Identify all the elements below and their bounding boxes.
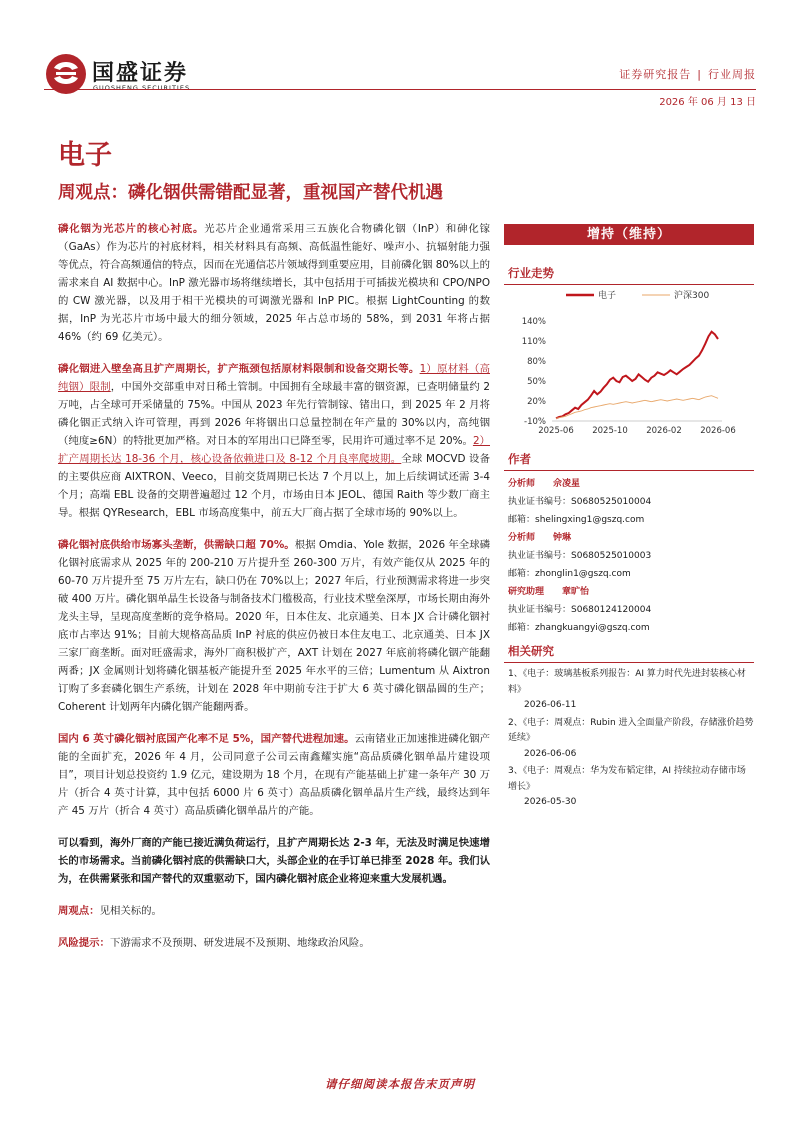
- cert-label: 执业证书编号：: [508, 497, 572, 507]
- paragraph-barriers: [58, 360, 490, 522]
- authors-title: 作者: [504, 451, 754, 471]
- rating-badge: 增持（维持）: [504, 224, 754, 245]
- report-tag-kind: 证券研究报告: [619, 68, 692, 81]
- related-item-title[interactable]: 2、《电子：周观点：Rubin 进入全面量产阶段，存储涨价趋势延续》: [508, 717, 754, 743]
- report-tag-type: 行业周报: [708, 68, 756, 81]
- report-body: [58, 220, 490, 966]
- mail-label: 邮箱：: [508, 515, 536, 525]
- y-tick-label: 80%: [527, 357, 546, 367]
- paragraph-text: 光芯片企业通常采用三五族化合物磷化铟（InP）和砷化镓（GaAs）作为芯片的衬底材料，相关材料具有高频、高低温性能好、噪声小、抗辐射能力强等优点，符合高频通信的特点，因而在光通信芯片领域得到重要应用，目前磷化铟 80%以上的需求来自 AI 数据中心。InP 激光器市场将继续增长，其中包括用于可插拔光模块和 CPO/NPO 的 CW 激光器，以及用于相干光模块的可调激光器和 InP PIC。根据 LightCounting 的数据，InP 为光芯片市场中最大的细分领域，2025 年占总市场的 58%，到 2031 年将占据 46%（约 69 亿美元）。: [58, 223, 491, 343]
- related-item-title[interactable]: 1、《电子：玻璃基板系列报告：AI 算力时代先进封装核心材料》: [508, 669, 746, 695]
- related-item-date: 2026-06-06: [524, 748, 577, 759]
- y-tick-label: -10%: [524, 417, 546, 427]
- weekly-view: [58, 902, 490, 920]
- paragraph-substrate: [58, 220, 490, 346]
- paragraph-lead: 磷化铟进入壁垒高且扩产周期长，扩产瓶颈包括原材料限制和设备交期长等。: [58, 363, 420, 375]
- risk-text: 下游需求不及预期、研发进展不及预期、地缘政治风险。: [109, 937, 370, 949]
- weekly-view-text: 见相关标的。: [99, 905, 162, 917]
- mail-label: 邮箱：: [508, 623, 536, 633]
- x-tick-label: 2026-02: [646, 426, 682, 436]
- trend-title: 行业走势: [504, 265, 754, 285]
- paragraph-lead: 国内 6 英寸磷化铟衬底国产化率不足 5%，国产替代进程加速。: [58, 733, 355, 745]
- risk-label: 风险提示：: [58, 937, 110, 949]
- paragraph-text: 云南锗业正加速推进磷化铟产能的全面扩充，2026 年 4 月，公司同意子公司云南鑫耀实施“高品质磷化铟单晶片建设项目”，项目计划总投资约 1.9 亿元，建设期为 18 个月，在现有产能基础上扩建一条年产 30 万片（折合 4 英寸计算，其中包括 6000 片 6 英寸）高品质磷化铟单晶片生产线，最终达到年产 45 万片（折合 4 英寸）高品质磷化铟单晶片的产能。: [58, 733, 490, 817]
- paragraph-text: 全球 MOCVD 设备的主要供应商 AIXTRON、Veeco，目前交货周期已长达 7 个月以上，加上后续调试还需 3-4 个月；高端 EBL 设备的交期普遍超过 12 个月，市场由日本 JEOL、德国 Raith 等少数厂商主导。根据 QYResearch，EBL 市场高度集中，前五大厂商占据了全球市场的 90%以上。: [58, 453, 490, 519]
- related-title: 相关研究: [504, 643, 754, 663]
- paragraph-text: 根据 Omdia、Yole 数据，2026 年全球磷化铟衬底需求从 2025 年的 200-210 万片提升至 260-300 万片，有效产能仅从 2025 年的 60-70 万片提升至 75 万片左右，缺口仍在 70%以上；2027 年后，行业预测需求将进一步突破 400 万片。磷化铟单晶生长设备与制备技术门槛极高，行业技术壁垒深厚，市场长期由海外龙头主导，呈现高度垄断的竞争格局。2020 年，日本住友、北京通美、日本 JX 合计磷化铟衬底市占率达 91%；目前大规格高品质 InP 衬底的供应仍被日本住友电工、北京通美、日本 JX 三家厂商垄断。面对旺盛需求，海外厂商积极扩产，AXT 计划在 2027 年底前将磷化铟产能翻两番；JX 金属则计划将磷化铟基板产能提升至 2025 年水平的三倍；Lumentum 从 Aixtron 订购了多套磷化铟生产系统，计划在 2028 年中期前专注于扩大 6 英寸磷化铟晶圆的生产；Coherent 计划两年内磷化铟产能翻两番。: [58, 539, 490, 713]
- paragraph-domestic: [58, 730, 490, 820]
- legend-label: 沪深300: [674, 291, 710, 301]
- related-item[interactable]: [504, 716, 754, 763]
- weekly-view-label: 周观点：: [58, 905, 100, 917]
- sidebar: [504, 224, 754, 813]
- header-divider: [44, 89, 756, 90]
- author-block: [504, 475, 754, 529]
- x-tick-label: 2025-06: [538, 426, 574, 436]
- authors-list: [504, 475, 754, 637]
- author-email[interactable]: zhangkuangyi@gszq.com: [535, 623, 650, 633]
- author-name: 钟琳: [553, 533, 572, 543]
- author-email[interactable]: shelingxing1@gszq.com: [535, 515, 645, 525]
- related-item-title[interactable]: 3、《电子：周观点：华为发布韬定律，AI 持续拉动存储市场增长》: [508, 766, 746, 792]
- disclaimer-footer: 请仔细阅读本报告末页声明: [325, 1077, 475, 1091]
- legend-label: 电子: [598, 291, 617, 301]
- x-tick-label: 2026-06: [700, 426, 736, 436]
- trend-chart: [504, 285, 754, 445]
- series-line-electronics: [556, 332, 718, 419]
- paragraph-conclusion: 可以看到，海外厂商的产能已接近满负荷运行，且扩产周期长达 2-3 年，无法及时满足快速增长的市场需求。当前磷化铟衬底的供需缺口大，头部企业的在手订单已排至 2028 年。我们认为，在供需紧张和国产替代的双重驱动下，国内磷化铟衬底企业将迎来重大发展机遇。: [58, 837, 490, 885]
- report-tags: [619, 66, 756, 82]
- paragraph-supply-gap: [58, 536, 490, 716]
- author-name: 佘凌星: [553, 479, 581, 489]
- report-headline: 周观点：磷化铟供需错配显著，重视国产替代机遇: [58, 183, 443, 203]
- cert-number: S0680124120004: [571, 605, 652, 615]
- x-tick-label: 2025-10: [592, 426, 628, 436]
- related-item-date: 2026-06-11: [524, 700, 577, 710]
- cert-number: S0680525010004: [571, 497, 652, 507]
- paragraph-lead: 磷化铟为光芯片的核心衬底。: [58, 223, 205, 235]
- underlined-point: 1）原材料（高纯铟）限制: [58, 363, 490, 393]
- related-item[interactable]: [504, 764, 754, 811]
- tag-separator: |: [697, 68, 702, 81]
- mail-label: 邮箱：: [508, 569, 536, 579]
- brand-name-en: GUOSHENG SECURITIES: [93, 84, 191, 92]
- author-role: 分析师: [508, 533, 536, 543]
- brand-name: 国盛证券: [92, 61, 189, 86]
- y-tick-label: 50%: [527, 377, 546, 387]
- sector-title: 电子: [58, 140, 112, 171]
- y-tick-label: 20%: [527, 397, 546, 407]
- author-role: 研究助理: [508, 587, 545, 597]
- cert-label: 执业证书编号：: [508, 551, 572, 561]
- trend-chart-svg: [504, 285, 754, 445]
- author-email[interactable]: zhonglin1@gszq.com: [535, 569, 631, 579]
- related-item-date: 2026-05-30: [524, 797, 577, 807]
- author-name: 章旷怡: [562, 587, 590, 597]
- report-date: 2026 年 06 月 13 日: [659, 97, 756, 108]
- author-block: [504, 529, 754, 583]
- author-block: [504, 583, 754, 637]
- paragraph-text: ，中国外交部重申对日稀土管制。中国拥有全球最丰富的铟资源，已查明储量约 2 万吨，占全球可开采储量的 75%。中国从 2023 年先行管制镓、锗出口，到 2025 年 2 月将磷化铟正式纳入许可管理，再到 2026 年将铟出口总量控制在年产量的 30%以内，高纯铟（纯度≥6N）的特批更加严格。对日本的军用出口已降至零，民用许可通过率不足 20%。: [58, 381, 490, 447]
- cert-number: S0680525010003: [571, 551, 652, 561]
- y-tick-label: 110%: [521, 337, 546, 347]
- author-role: 分析师: [508, 479, 536, 489]
- underlined-point: 2）扩产周期长达 18-36 个月，核心设备依赖进口及 8-12 个月良率爬坡期。: [58, 435, 490, 465]
- cert-label: 执业证书编号：: [508, 605, 572, 615]
- y-tick-label: 140%: [521, 317, 546, 327]
- related-item[interactable]: [504, 667, 754, 714]
- risk-warning: [58, 934, 490, 952]
- related-list: [504, 667, 754, 811]
- paragraph-lead: 磷化铟衬底供给市场寡头垄断，供需缺口超 70%。: [58, 539, 295, 551]
